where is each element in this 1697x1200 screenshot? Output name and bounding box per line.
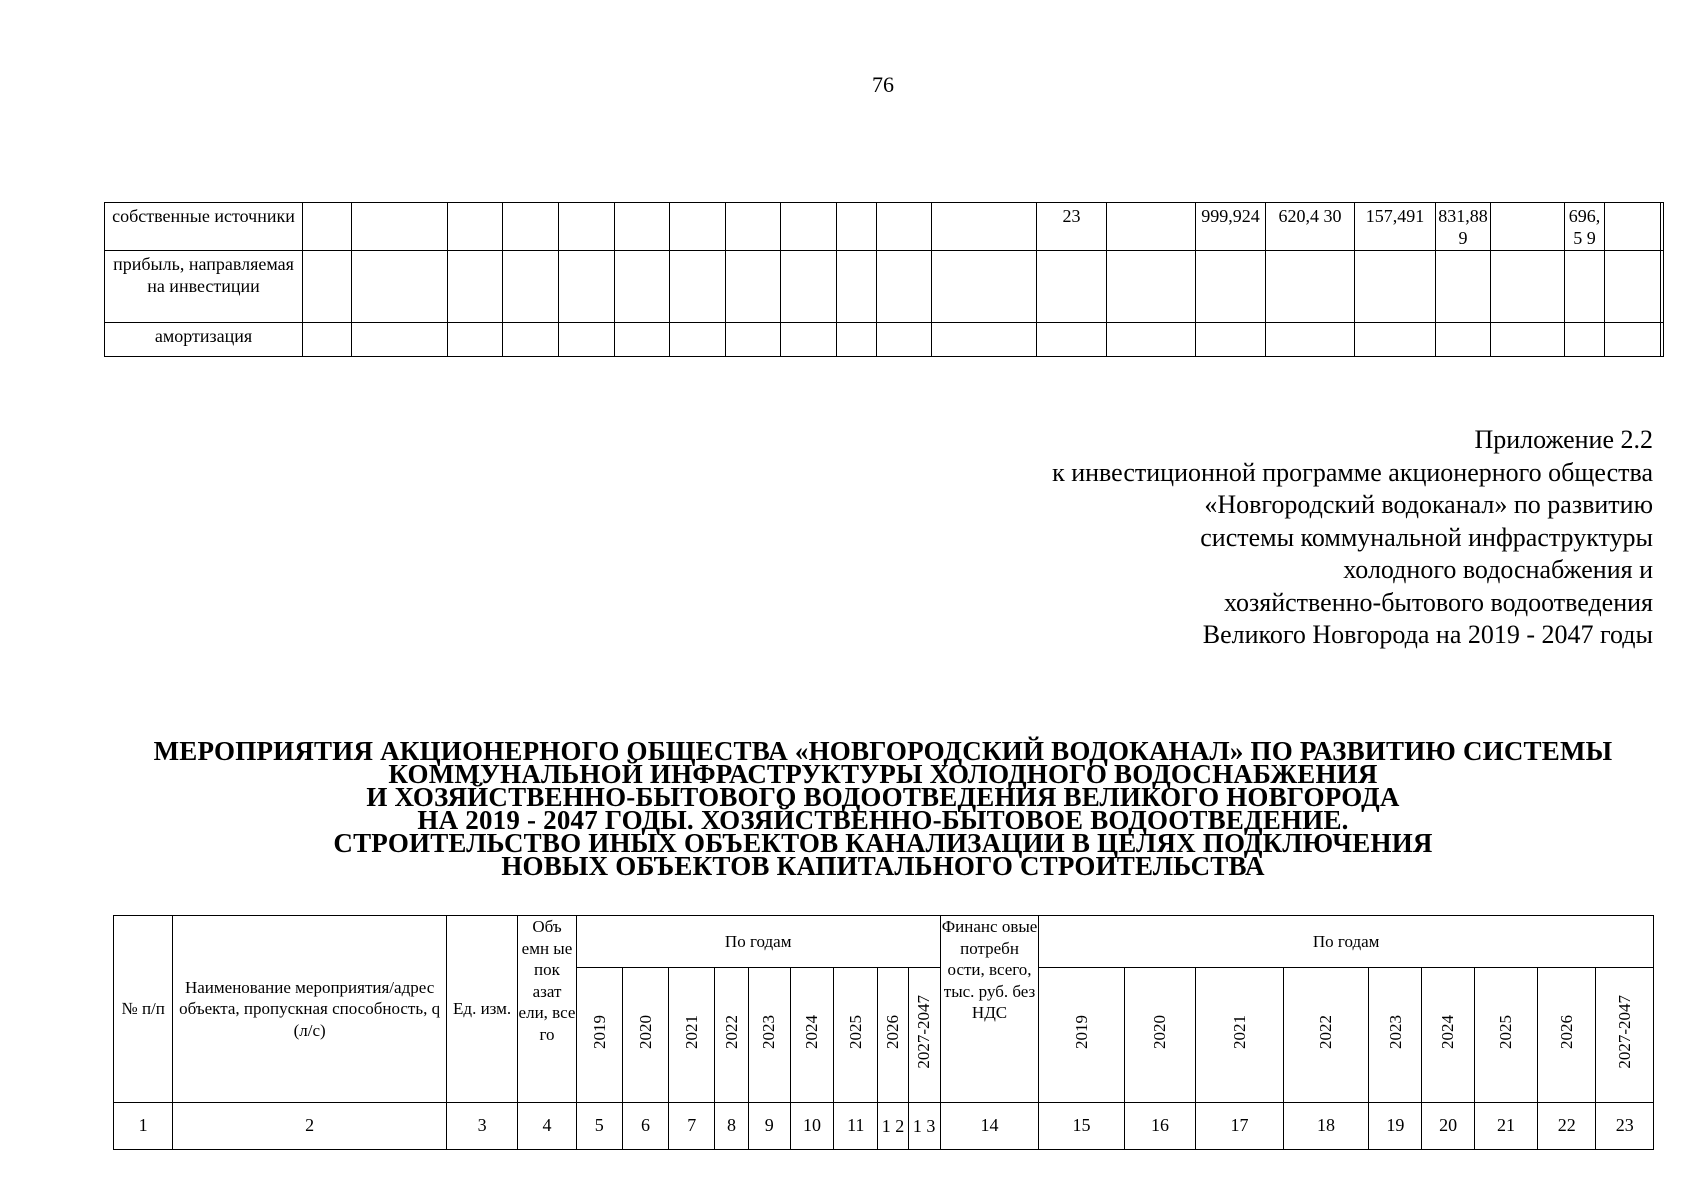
- year-header: [1422, 968, 1474, 1103]
- table-cell: [670, 203, 726, 251]
- table-cell: [448, 251, 503, 323]
- column-number: 7: [669, 1103, 715, 1150]
- column-number: 16: [1124, 1103, 1195, 1150]
- year-header: [1039, 968, 1124, 1103]
- table-row: [105, 251, 1664, 323]
- table-cell: [1037, 251, 1107, 323]
- appendix-line: хозяйственно-бытового водоотведения: [1223, 587, 1653, 617]
- table-cell: [781, 203, 837, 251]
- table-cell: [503, 251, 559, 323]
- column-number: 11: [834, 1103, 878, 1150]
- year-label: 2021: [1229, 1015, 1249, 1050]
- year-header: [576, 968, 622, 1103]
- year-header: [790, 968, 833, 1103]
- year-header: [748, 968, 790, 1103]
- table-cell: [559, 251, 615, 323]
- table-cell: [1107, 323, 1196, 357]
- appendix-line: «Новгородский водоканал» по развитию: [1204, 490, 1653, 519]
- title-line: СТРОИТЕЛЬСТВО ИНЫХ ОБЪЕКТОВ КАНАЛИЗАЦИИ В ЦЕЛЯХ ПОДКЛЮЧЕНИЯ: [333, 828, 1433, 858]
- year-label: 2020: [635, 1015, 655, 1050]
- header-by-years-finance: По годам: [1039, 916, 1654, 968]
- table-cell: 157,491: [1355, 203, 1436, 251]
- table-cell: [503, 323, 559, 357]
- year-label: 2023: [1385, 1015, 1405, 1050]
- title-line: НОВЫХ ОБЪЕКТОВ КАПИТАЛЬНОГО СТРОИТЕЛЬСТВА: [501, 851, 1265, 881]
- table-cell: 696,5 9: [1565, 203, 1605, 251]
- table-cell: [1605, 251, 1661, 323]
- appendix-note: [1052, 424, 1653, 652]
- table-cell: [1266, 323, 1355, 357]
- appendix-line: к инвестиционной программе акционерного общества: [1052, 457, 1653, 487]
- table-cell: [1565, 323, 1605, 357]
- table-cell: [1436, 251, 1491, 323]
- column-number: 17: [1196, 1103, 1284, 1150]
- table-cell: [932, 203, 1037, 251]
- year-label: 2027-2047: [1614, 995, 1634, 1070]
- table-cell: 999,924: [1196, 203, 1266, 251]
- year-label: 2024: [1438, 1015, 1458, 1050]
- column-number: 20: [1422, 1103, 1474, 1150]
- table-cell: [1491, 323, 1565, 357]
- page-number: 76: [872, 72, 894, 97]
- table-cell: [352, 251, 448, 323]
- table-cell: [781, 323, 837, 357]
- table-cell: [1661, 203, 1664, 251]
- measures-table: [113, 915, 1654, 1150]
- column-number: 21: [1474, 1103, 1537, 1150]
- table-cell: [1355, 251, 1436, 323]
- table-cell: [932, 251, 1037, 323]
- header-volume: Объ емн ые пок азат ели, все го: [518, 916, 576, 1103]
- table-cell: [670, 251, 726, 323]
- year-label: 2020: [1150, 1015, 1170, 1050]
- table-cell: [352, 203, 448, 251]
- year-label: 2025: [1496, 1015, 1516, 1050]
- column-number: 2: [173, 1103, 447, 1150]
- column-number: 9: [748, 1103, 790, 1150]
- table-cell: 620,4 30: [1266, 203, 1355, 251]
- title-line: И ХОЗЯЙСТВЕННО-БЫТОВОГО ВОДООТВЕДЕНИЯ ВЕЛИКОГО НОВГОРОДА: [366, 782, 1400, 812]
- table-cell: [303, 323, 352, 357]
- year-label: 2021: [682, 1015, 702, 1050]
- table-cell: [503, 203, 559, 251]
- table-cell: [1196, 323, 1266, 357]
- column-number: 6: [622, 1103, 668, 1150]
- table-cell: [1661, 251, 1664, 323]
- table-cell: [352, 323, 448, 357]
- table-cell: [615, 323, 670, 357]
- table-row: [105, 323, 1664, 357]
- appendix-line: системы коммунальной инфраструктуры: [1200, 522, 1653, 552]
- appendix-line: Великого Новгорода на 2019 - 2047 годы: [1202, 620, 1653, 649]
- column-number: 18: [1283, 1103, 1368, 1150]
- column-number: 5: [576, 1103, 622, 1150]
- year-header: [878, 968, 908, 1103]
- document-title: [100, 736, 1666, 881]
- year-label: 2024: [802, 1015, 822, 1050]
- row-label: собственные источники: [105, 203, 303, 251]
- table-cell: [1266, 251, 1355, 323]
- column-number: 14: [940, 1103, 1039, 1150]
- table-cell: [1107, 251, 1196, 323]
- year-label: 2027-2047: [914, 995, 934, 1070]
- column-number: 1 2: [878, 1103, 908, 1150]
- year-header: [1538, 968, 1596, 1103]
- year-header: [908, 968, 940, 1103]
- title-line: МЕРОПРИЯТИЯ АКЦИОНЕРНОГО ОБЩЕСТВА «НОВГОРОДСКИЙ ВОДОКАНАЛ» ПО РАЗВИТИЮ СИСТЕМЫ: [153, 736, 1613, 766]
- year-header: [1596, 968, 1654, 1103]
- header-no: № п/п: [114, 916, 173, 1103]
- year-header: [669, 968, 715, 1103]
- year-label: 2025: [845, 1015, 865, 1050]
- header-name: Наименование мероприятия/адрес объекта, пропускная способность, q (л/с): [173, 916, 447, 1103]
- year-header: [1124, 968, 1195, 1103]
- table-cell: [877, 251, 932, 323]
- appendix-line: Приложение 2.2: [1474, 425, 1653, 454]
- column-number: 15: [1039, 1103, 1124, 1150]
- column-number: 23: [1596, 1103, 1654, 1150]
- column-number: 1 3: [908, 1103, 940, 1150]
- table-cell: [837, 203, 877, 251]
- table-cell: [448, 203, 503, 251]
- column-number: 8: [715, 1103, 748, 1150]
- table-cell: 23: [1037, 203, 1107, 251]
- header-by-years-volume: По годам: [576, 916, 940, 968]
- column-number: 19: [1369, 1103, 1422, 1150]
- table-cell: [615, 203, 670, 251]
- year-label: 2022: [1316, 1015, 1336, 1050]
- table-cell: [726, 203, 781, 251]
- table-cell: 831,88 9: [1436, 203, 1491, 251]
- title-line: КОММУНАЛЬНОЙ ИНФРАСТРУКТУРЫ ХОЛОДНОГО ВОДОСНАБЖЕНИЯ: [388, 759, 1378, 789]
- column-number: 22: [1538, 1103, 1596, 1150]
- table-cell: [877, 323, 932, 357]
- table-cell: [1107, 203, 1196, 251]
- table-cell: [781, 251, 837, 323]
- title-line: НА 2019 - 2047 ГОДЫ. ХОЗЯЙСТВЕННО-БЫТОВОЕ ВОДООТВЕДЕНИЕ.: [417, 805, 1349, 835]
- table-row: [105, 203, 1664, 251]
- table-cell: [877, 203, 932, 251]
- year-header: [834, 968, 878, 1103]
- table-cell: [1037, 323, 1107, 357]
- year-header: [1369, 968, 1422, 1103]
- table-cell: [1355, 323, 1436, 357]
- year-label: 2026: [1557, 1015, 1577, 1050]
- table-cell: [1565, 251, 1605, 323]
- table-cell: [1605, 203, 1661, 251]
- year-header: [1196, 968, 1284, 1103]
- table-cell: [837, 251, 877, 323]
- year-label: 2026: [883, 1015, 903, 1050]
- column-number: 3: [446, 1103, 517, 1150]
- column-number: 1: [114, 1103, 173, 1150]
- table-cell: [303, 251, 352, 323]
- table-cell: [1491, 203, 1565, 251]
- continuation-table: [104, 202, 1664, 357]
- table-cell: [837, 323, 877, 357]
- year-label: 2019: [1071, 1015, 1091, 1050]
- row-label: прибыль, направляемая на инвестиции: [105, 251, 303, 323]
- table-cell: [726, 251, 781, 323]
- year-label: 2019: [589, 1015, 609, 1050]
- year-header: [622, 968, 668, 1103]
- header-finance: Финанс овые потребн ости, всего, тыс. руб. без НДС: [940, 916, 1039, 1103]
- table-cell: [670, 323, 726, 357]
- table-cell: [932, 323, 1037, 357]
- year-label: 2022: [721, 1015, 741, 1050]
- column-number: 10: [790, 1103, 833, 1150]
- column-number: 4: [518, 1103, 576, 1150]
- table-cell: [726, 323, 781, 357]
- table-cell: [448, 323, 503, 357]
- table-cell: [559, 203, 615, 251]
- table-cell: [1436, 323, 1491, 357]
- year-header: [1283, 968, 1368, 1103]
- table-cell: [1196, 251, 1266, 323]
- table-cell: [303, 203, 352, 251]
- table-cell: [615, 251, 670, 323]
- year-header: [1474, 968, 1537, 1103]
- table-cell: [1661, 323, 1664, 357]
- row-label: амортизация: [105, 323, 303, 357]
- table-cell: [1491, 251, 1565, 323]
- table-cell: [559, 323, 615, 357]
- table-cell: [1605, 323, 1661, 357]
- header-unit: Ед. изм.: [446, 916, 517, 1103]
- year-header: [715, 968, 748, 1103]
- year-label: 2023: [759, 1015, 779, 1050]
- appendix-line: холодного водоснабжения и: [1343, 555, 1653, 584]
